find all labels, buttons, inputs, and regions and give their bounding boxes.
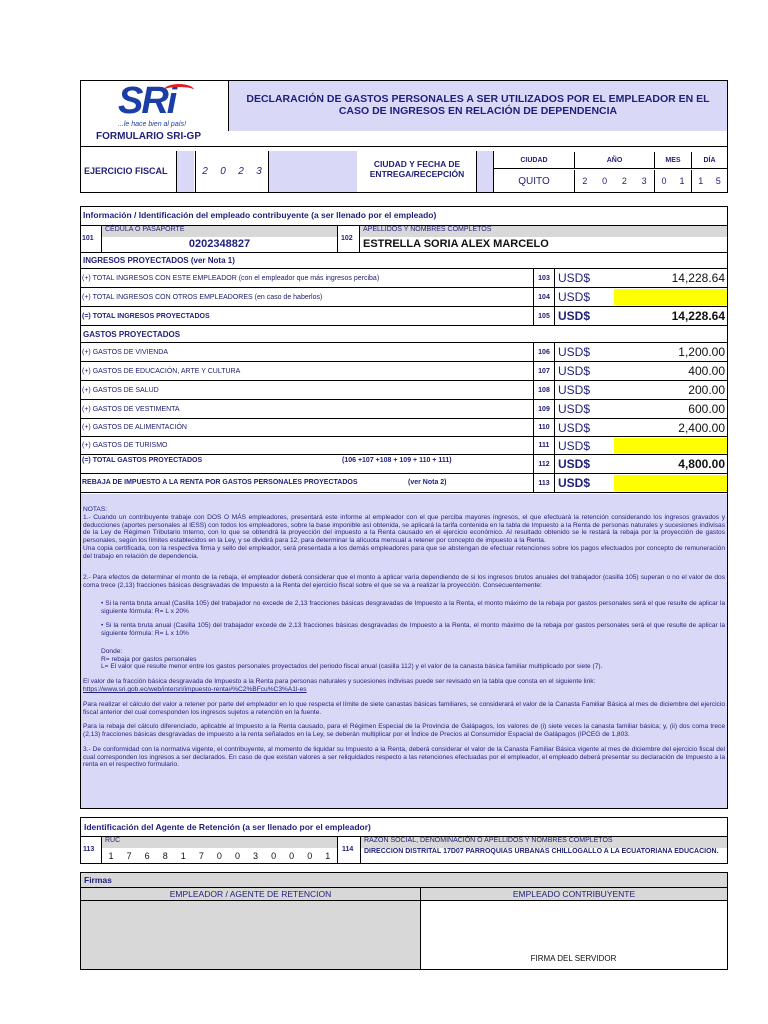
- income-row-105: [80, 307, 728, 326]
- expense-total-formula: (106 +107 +108 + 109 + 110 + 111): [342, 457, 452, 464]
- note-2: 2.- Para efectos de determinar el monto de la rebaja, el empleador deberá considerar que el monto a aplicar varía dependiendo de si los ingresos brutos anuales del trabajador (casilla 105) superan o no el valor de dos coma trece (2,13) fracciones básicas desgravadas de Impuesto a la Renta del ejercicio fiscal sobre el que se va a realizar la proyección. Consecuentemente:: [83, 574, 725, 590]
- income-value-field[interactable]: 14,228.64: [671, 271, 725, 285]
- expense-code: 112: [533, 455, 555, 473]
- expense-value-field[interactable]: 600.00: [688, 402, 725, 416]
- expense-label: (+) GASTOS DE SALUD: [82, 387, 159, 394]
- note-where: Donde:: [101, 647, 123, 655]
- digit: 2: [582, 176, 588, 186]
- note-l-def: L= El valor que resulte menor entre los gastos personales proyectados del periodo fiscal anual (casilla 112) y el valor de la canasta básica familiar multiplicado por siete (7).: [101, 663, 603, 671]
- ruc-label: RUC: [101, 837, 338, 848]
- digit: 3: [253, 850, 259, 861]
- income-label: (+) TOTAL INGRESOS CON ESTE EMPLEADOR (con el empleador que más ingresos perciba): [82, 275, 380, 282]
- employee-signature-caption: FIRMA DEL SERVIDOR: [530, 954, 617, 963]
- currency-label: USD$: [558, 364, 591, 378]
- notes-title: NOTAS:: [83, 506, 108, 513]
- currency-label: USD$: [558, 457, 591, 471]
- income-value-field[interactable]: 14,228.64: [671, 309, 725, 323]
- expense-code: 106: [533, 343, 555, 361]
- expense-row-111: [80, 437, 728, 455]
- income-code: 104: [533, 288, 555, 306]
- digit: 0: [220, 166, 226, 177]
- rebate-label: REBAJA DE IMPUESTO A LA RENTA POR GASTOS PERSONALES PROYECTADOS: [82, 479, 358, 486]
- digit: 2: [621, 176, 627, 186]
- id-field[interactable]: 0202348827: [101, 237, 338, 252]
- sri-logo: [118, 82, 198, 128]
- month-header: MES: [654, 152, 691, 169]
- digit: 1: [698, 176, 704, 186]
- name-code: 102: [341, 235, 353, 242]
- notes-block: [81, 494, 727, 808]
- digit: 2: [202, 166, 208, 177]
- form-name: FORMULARIO SRI-GP: [96, 131, 201, 142]
- city-header: CIUDAD: [494, 152, 574, 169]
- digit: 0: [216, 850, 222, 861]
- digit: 3: [256, 166, 262, 177]
- fraction-table-link[interactable]: https://www.sri.gob.ec/web/intersri/impuesto-renta#%C2%BFcu%C3%A1l-es: [83, 686, 307, 694]
- currency-label: USD$: [558, 383, 591, 397]
- note-1: 1.- Cuando un contribuyente trabaje con DOS O MÁS empleadores, presentará este informe al empleador con el que perciba mayores ingresos, el que efectuará la retención considerando los ingresos gravados y deducciones (aportes personales al IESS) con todos los empleadores, sobre la base imponible así obtenida, se aplicará la tarifa contenida en la tabla de Impuesto a la Renta de personas naturales y sucesiones indivisas de la Ley de Régimen Tributario Interno, con lo que se obtendrá la proyección del impuesto a la Renta causado en el ejercicio económico. Al resultado obtenido se le restará la rebaja por la proyección de gastos personales, según los límites establecidos en la Ley, y se dividirá para 12, para determinar la alícuota mensual a retener por concepto de impuesto a la Renta.: [83, 513, 725, 545]
- digit: 8: [162, 850, 168, 861]
- ruc-code: 113: [83, 846, 95, 853]
- agent-name-label: RAZON SOCIAL, DENOMINACIÓN O APELLIDOS Y NOMBRES COMPLETOS: [360, 837, 727, 848]
- expense-value-field[interactable]: 200.00: [688, 383, 725, 397]
- income-code: 105: [533, 307, 555, 325]
- expense-row-107: [80, 362, 728, 381]
- logo-text: SRi: [118, 80, 176, 122]
- page-title: DECLARACIÓN DE GASTOS PERSONALES A SER UTILIZADOS POR EL EMPLEADOR EN EL CASO DE INGRESOS EN RELACIÓN DE DEPENDENCIA: [246, 93, 710, 118]
- employee-section-title: Información / Identificación del empleado contribuyente (a ser llenado por el empleado): [83, 210, 437, 220]
- expense-value-field[interactable]: 400.00: [688, 364, 725, 378]
- note-galapagos: Para la rebaja del cálculo diferenciado, aplicable al Impuesto a la Renta causado, para el Régimen Especial de la Provincia de Galápagos, los valores de (i) siete veces la canasta familiar básica; y, (ii) dos coma trece (2,13) fracciones básicas desgravadas de impuesto a la renta señalados en la Ley, se deberán multiplicar por el Índice de Precios al Consumidor Espacial de Galápagos (IPCEG de 1,803.: [83, 723, 725, 739]
- currency-label: USD$: [558, 309, 591, 323]
- city-field[interactable]: QUITO: [518, 175, 550, 187]
- expense-label: (+) GASTOS DE VESTIMENTA: [82, 406, 180, 413]
- expense-label: (+) GASTOS DE VIVIENDA: [82, 349, 169, 356]
- signatures-title: Firmas: [84, 875, 112, 885]
- signatures-title-bar: [81, 873, 727, 887]
- note-3: 3.- De conformidad con la normativa vigente, el contribuyente, al momento de liquidar su Impuesto a la Renta, deberá considerar el valor de la Canasta Familiar Básica vigente al mes de diciembre del ejercicio fiscal del cual corresponden los ingresos a ser declarados. En caso de que existan valores a ser reliquidados respecto a las retenciones efectuadas por el empleador, el empleado deberá presentar su declaración de Impuesto a la renta en el respectivo formulario.: [83, 745, 725, 769]
- logo-swoosh: [164, 84, 194, 96]
- currency-label: USD$: [558, 420, 591, 435]
- digit: 0: [289, 850, 295, 861]
- rebate-note: (ver Nota 2): [408, 479, 447, 486]
- expense-value-field[interactable]: [614, 438, 727, 453]
- day-field[interactable]: [691, 170, 727, 192]
- id-label: CÉDULA O PASAPORTE: [101, 226, 338, 237]
- expense-label: (+) GASTOS DE ALIMENTACIÓN: [82, 424, 187, 431]
- ruc-field[interactable]: [101, 848, 338, 863]
- digit: 2: [238, 166, 244, 177]
- name-field[interactable]: ESTRELLA SORIA ALEX MARCELO: [359, 237, 727, 252]
- fiscal-year-digits[interactable]: [195, 151, 269, 192]
- income-row-104: [80, 288, 728, 307]
- fiscal-year-pad: [176, 151, 194, 192]
- fiscal-year-label: EJERCICIO FISCAL: [84, 166, 168, 176]
- note-1b: Una copia certificada, con la respectiva firma y sello del empleador, será presentada a los demás empleadores para que se abstengan de efectuar retenciones sobre los pagos efectuados por concepto de remuneración del trabajo en relación de dependencia.: [83, 544, 725, 560]
- digit: 7: [126, 850, 132, 861]
- currency-label: USD$: [558, 290, 591, 304]
- income-label: (=) TOTAL INGRESOS PROYECTADOS: [82, 313, 210, 320]
- year-field[interactable]: [574, 170, 654, 192]
- note-calc: Para realizar el cálculo del valor a retener por parte del empleador en lo que respecta el límite de siete canastas básicas familiares, se considerará el valor de la Canasta Familiar Básica al mes de diciembre del ejercicio fiscal anterior del cual corresponden los ingresos sujetos a retención en la fuente.: [83, 700, 725, 716]
- logo-slogan: ...le hace bien al país!: [118, 121, 187, 128]
- expense-value-field[interactable]: 1,200.00: [678, 345, 725, 359]
- expense-code: 108: [533, 381, 555, 399]
- rebate-code: 113: [533, 474, 555, 492]
- employee-sign-header: EMPLEADO CONTRIBUYENTE: [420, 887, 727, 901]
- year-header: AÑO: [574, 152, 654, 169]
- id-code: 101: [82, 235, 94, 242]
- expense-code: 109: [533, 400, 555, 418]
- currency-label: USD$: [558, 438, 591, 453]
- note-link-text: El valor de la fracción básica desgravada de Impuesto a la Renta para personas naturales y sucesiones indivisas puede ser revisado en la tabla que consta en el siguiente link:: [83, 678, 596, 686]
- income-code: 103: [533, 269, 555, 287]
- employer-signature-area[interactable]: [81, 901, 420, 969]
- digit: 7: [198, 850, 204, 861]
- digit: 0: [271, 850, 277, 861]
- expense-label: (+) GASTOS DE TURISMO: [82, 442, 168, 449]
- agent-name-code: 114: [342, 846, 354, 853]
- expense-code: 110: [533, 419, 555, 436]
- expense-row-112: [80, 455, 728, 474]
- agent-section-title: Identificación del Agente de Retención (a ser llenado por el empleador): [84, 822, 371, 832]
- expense-code: 107: [533, 362, 555, 380]
- digit: 0: [661, 176, 667, 186]
- day-header: DÍA: [691, 152, 727, 169]
- agent-name-field[interactable]: DIRECCION DISTRITAL 17D07 PARROQUIAS URBANAS CHILLOGALLO A LA ECUATORIANA EDUCACION.: [360, 848, 727, 863]
- fiscal-gap: [269, 151, 357, 192]
- rebate-row-113: [80, 474, 728, 493]
- expense-label: (+) GASTOS DE EDUCACIÓN, ARTE Y CULTURA: [82, 368, 241, 375]
- expense-row-106: [80, 343, 728, 362]
- digit: 0: [602, 176, 608, 186]
- income-label: (+) TOTAL INGRESOS CON OTROS EMPLEADORES (en caso de haberlos): [82, 294, 323, 301]
- digit: 1: [325, 850, 331, 861]
- expense-row-108: [80, 381, 728, 400]
- digit: 6: [144, 850, 150, 861]
- income-title-row: [80, 253, 728, 269]
- expense-code: 111: [533, 437, 555, 454]
- income-section-title: INGRESOS PROYECTADOS (ver Nota 1): [83, 256, 235, 265]
- digit: 1: [108, 850, 114, 861]
- digit: 1: [180, 850, 186, 861]
- expense-value-field[interactable]: 2,400.00: [678, 420, 725, 435]
- currency-label: USD$: [558, 476, 591, 490]
- expense-row-110: [80, 419, 728, 437]
- digit: 3: [641, 176, 647, 186]
- digit: 1: [679, 176, 685, 186]
- delivery-pad: [476, 151, 494, 192]
- expense-total-field[interactable]: 4,800.00: [678, 457, 725, 471]
- income-value-field[interactable]: [614, 289, 727, 305]
- digit: 0: [307, 850, 313, 861]
- note-r-def: R= rebaja por gastos personales: [101, 655, 197, 663]
- currency-label: USD$: [558, 345, 591, 359]
- currency-label: USD$: [558, 402, 591, 416]
- employer-sign-header: EMPLEADOR / AGENTE DE RETENCION: [81, 887, 420, 901]
- income-row-103: [80, 269, 728, 288]
- expense-total-label: (=) TOTAL GASTOS PROYECTADOS: [82, 457, 203, 464]
- month-field[interactable]: [654, 170, 691, 192]
- note-bullet-2: • Si la renta bruta anual (Casilla 105) del trabajador excede de 2,13 fracciones básicas desgravadas de Impuesto a la Renta, el monto máximo de la rebaja por gastos personales será el que resulte de aplicar la siguiente fórmula: R= L x 10%: [101, 622, 725, 638]
- header-divider: [80, 146, 728, 147]
- note-bullet-1: • Si la renta bruta anual (Casilla 105) del trabajador no excede de 2,13 fracciones básicas desgravadas de Impuesto a la Renta, el monto máximo de la rebaja por gastos personales será el que resulte de aplicar la siguiente fórmula: R= L x 20%: [101, 599, 725, 615]
- name-label: APELLIDOS Y NOMBRES COMPLETOS: [359, 226, 727, 237]
- currency-label: USD$: [558, 271, 591, 285]
- digit: 5: [715, 176, 721, 186]
- expense-row-109: [80, 400, 728, 419]
- delivery-label: CIUDAD Y FECHA DE ENTREGA/RECEPCIÓN: [369, 159, 465, 179]
- rebate-value-field[interactable]: [614, 475, 727, 491]
- digit: 0: [234, 850, 240, 861]
- expenses-section-title: GASTOS PROYECTADOS: [83, 330, 181, 339]
